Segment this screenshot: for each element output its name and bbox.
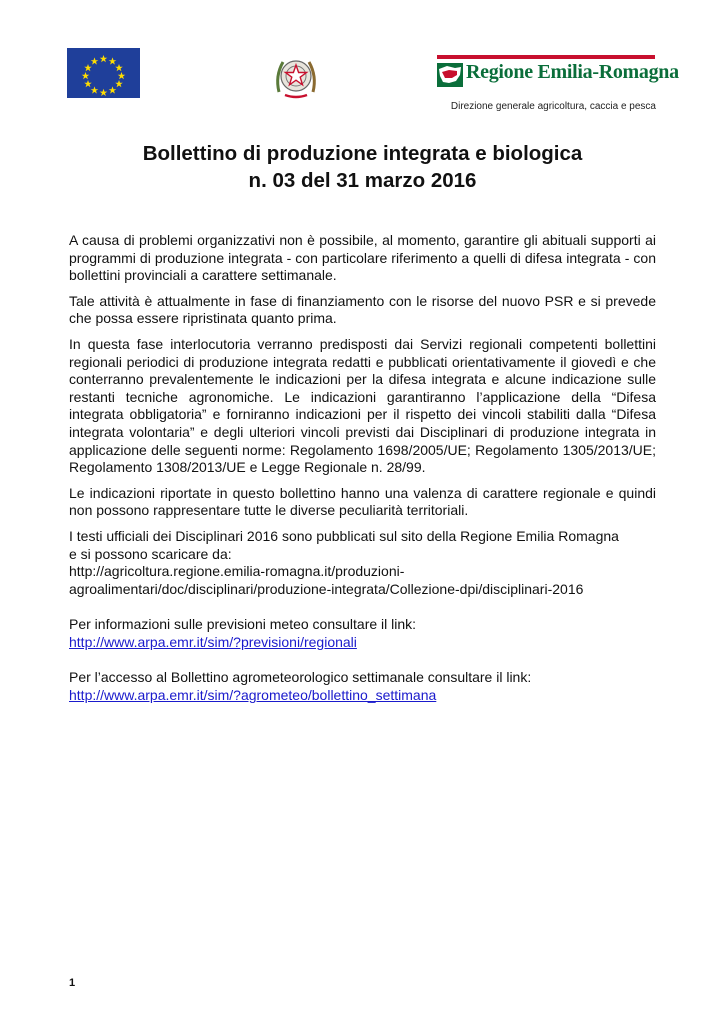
- emblem-star-icon: [273, 52, 319, 100]
- region-map-icon: [437, 63, 463, 87]
- document-body: [69, 232, 656, 713]
- paragraph-5: [69, 528, 656, 598]
- disciplinari-text-line-2: e si possono scaricare da:: [69, 545, 232, 562]
- title-line-2: n. 03 del 31 marzo 2016: [248, 169, 477, 192]
- spacer: [69, 659, 656, 669]
- paragraph-3: In questa fase interlocutoria verranno predisposti dai Servizi regionali competenti bollettini regionali periodici di produzione integrata redatti e pubblicati orientativamente il giovedì e che conterranno prevalentemente le indicazioni per la difesa integrata e alcune indicazione sulle restanti tecniche agronomiche. Le indicazioni garantiranno l’applicazione della “Difesa integrata obbligatoria” e forniranno indicazioni per il rispetto dei vincoli stabiliti dalla “Difesa integrata volontaria” e degli ulteriori vincoli previsti dai Disciplinari di produzione integrata in applicazione delle seguenti norme: Regolamento 1698/2005/UE; Regolamento 1305/2013/UE; Regolamento 1308/2013/UE e Legge Regionale n. 28/99.: [69, 335, 656, 476]
- region-logo-text: Regione Emilia-Romagna: [466, 61, 679, 83]
- paragraph-4: Le indicazioni riportate in questo bollettino hanno una valenza di carattere regionale e quindi non possono rappresentare tutte le diverse peculiarità territoriali.: [69, 484, 656, 519]
- spacer: [69, 606, 656, 616]
- meteo-paragraph: [69, 616, 656, 651]
- agrometeo-paragraph: [69, 669, 656, 704]
- italian-republic-emblem: [273, 52, 319, 100]
- logo-red-bar: [437, 55, 655, 59]
- agrometeo-link[interactable]: http://www.arpa.emr.it/sim/?agrometeo/bollettino_settimana: [69, 687, 437, 704]
- eu-stars-icon: [67, 48, 140, 98]
- agrometeo-text: Per l’accesso al Bollettino agrometeorologico settimanale consultare il link:: [69, 669, 532, 686]
- directorate-label: Direzione generale agricoltura, caccia e pesca: [450, 101, 656, 112]
- title-line-1: Bollettino di produzione integrata e biologica: [142, 142, 583, 165]
- meteo-link[interactable]: http://www.arpa.emr.it/sim/?previsioni/regionali: [69, 633, 357, 650]
- regione-emilia-romagna-logo: [437, 55, 679, 89]
- page-title: [0, 140, 725, 194]
- meteo-text: Per informazioni sulle previsioni meteo consultare il link:: [69, 616, 417, 633]
- disciplinari-text-line-1: I testi ufficiali dei Disciplinari 2016 sono pubblicati sul sito della Regione Emilia Romagna: [69, 527, 619, 544]
- paragraph-2: Tale attività è attualmente in fase di finanziamento con le risorse del nuovo PSR e si prevede che possa essere ripristinata quanto prima.: [69, 292, 656, 327]
- page-number: 1: [69, 977, 76, 989]
- paragraph-1: A causa di problemi organizzativi non è possibile, al momento, garantire gli abituali supporti ai programmi di produzione integrata - con particolare riferimento a quelli di difesa integrata - con bollettini provinciali a carattere settimanale.: [69, 232, 656, 284]
- disciplinari-url-line-2: agroalimentari/doc/disciplinari/produzione-integrata/Collezione-dpi/disciplinari-2016: [69, 580, 584, 597]
- document-header: [0, 0, 725, 120]
- eu-flag-logo: [67, 48, 140, 98]
- disciplinari-url-line-1: http://agricoltura.regione.emilia-romagna.it/produzioni-: [69, 563, 405, 580]
